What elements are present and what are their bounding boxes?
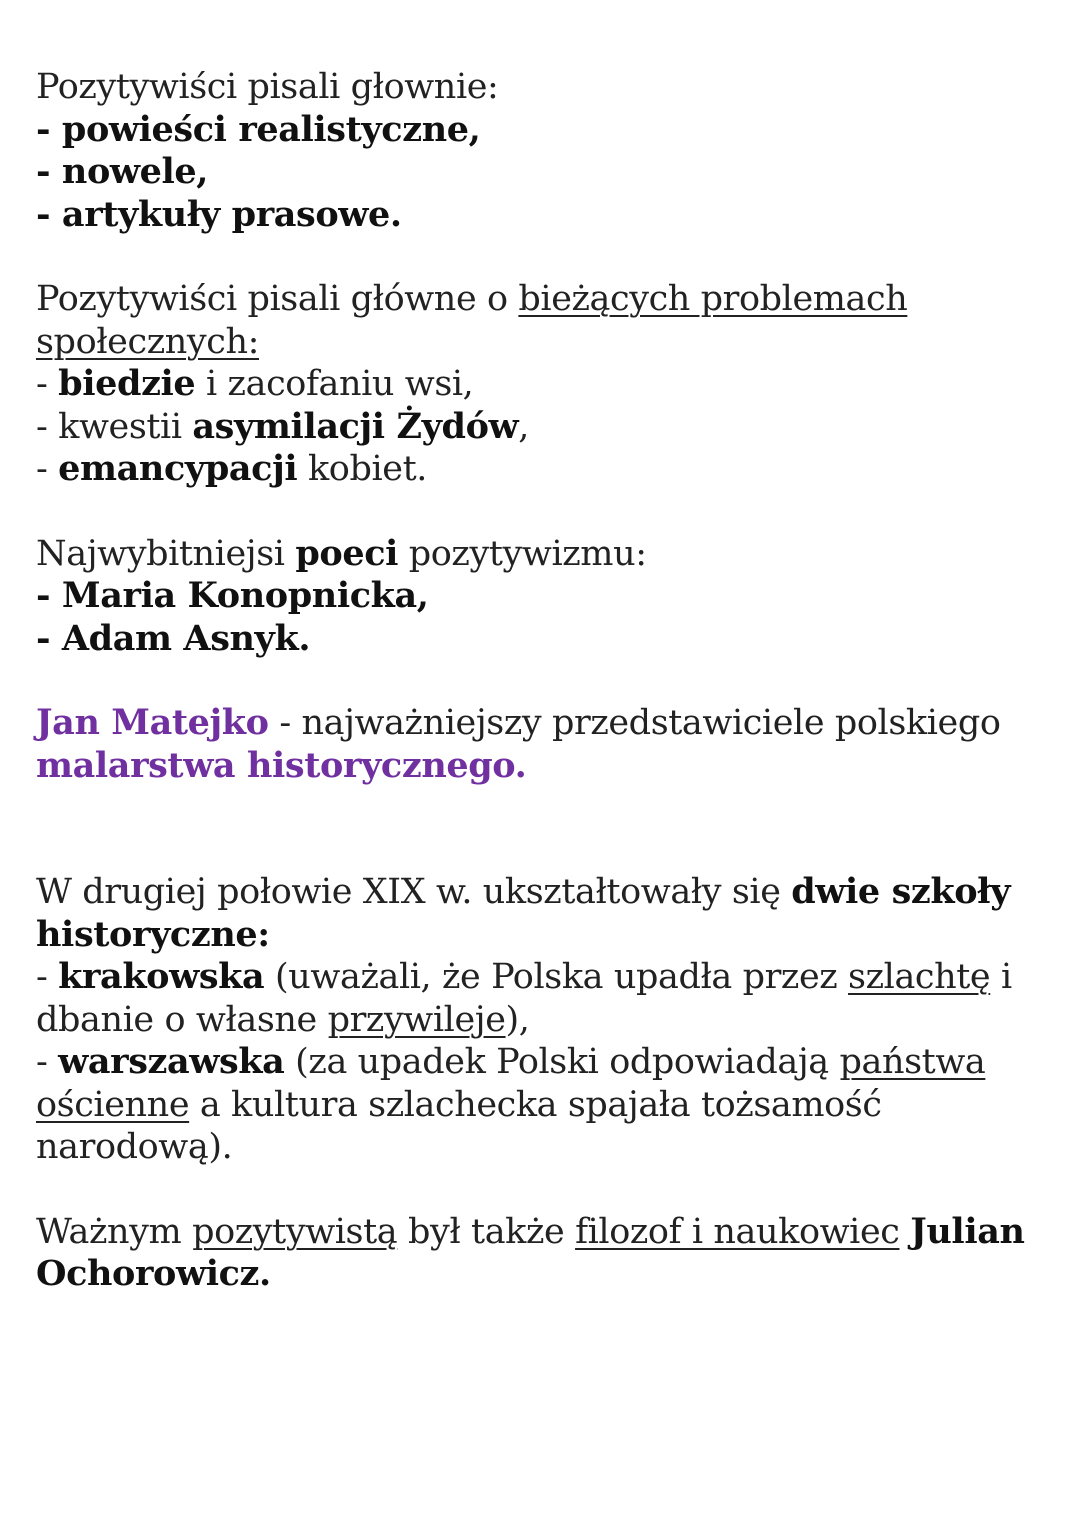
school-item-krakow — [36, 956, 1056, 999]
literary-form-item: - artykuły prasowe. — [36, 193, 402, 235]
matejko-line — [36, 702, 1056, 745]
painter-name: Jan Matejko — [36, 702, 269, 743]
painting-genre: malarstwa historycznego. — [36, 744, 527, 786]
item-text: narodową). — [36, 1127, 233, 1167]
intro-text: Pozytywiści pisali główne o — [36, 279, 519, 319]
underlined-phrase: ościenne — [36, 1084, 190, 1125]
dash: - — [36, 957, 59, 997]
bold-term: historyczne: — [36, 913, 270, 955]
bold-term: Ochorowicz. — [36, 1253, 271, 1294]
dash: - — [36, 449, 59, 489]
matejko-description: - najważniejszy przedstawiciele polskiego — [268, 703, 1001, 743]
bold-term: asymilacji Żydów — [192, 405, 519, 447]
item-text: i — [990, 957, 1012, 997]
poets-section — [36, 533, 1056, 661]
underlined-phrase: przywileje — [327, 999, 506, 1040]
poet-item: - Adam Asnyk. — [36, 617, 311, 659]
literary-forms-section — [36, 66, 1056, 236]
underlined-phrase: szlachtę — [848, 957, 991, 997]
bold-term: poeci — [295, 532, 399, 574]
intro-text: pozytywizmu: — [398, 533, 647, 574]
intro-text: Najwybitniejsi — [36, 533, 296, 574]
social-topics-section — [36, 278, 1056, 491]
historical-schools-section — [36, 871, 1056, 1169]
note-page — [36, 66, 1056, 1296]
underlined-phrase: pozytywistą — [192, 1211, 398, 1252]
underlined-phrase: filozof i naukowiec — [575, 1211, 900, 1252]
social-topic-item — [36, 363, 1056, 406]
ochorowicz-line — [36, 1211, 1056, 1254]
underlined-phrase: bieżących problemach — [518, 279, 908, 319]
poets-intro — [36, 533, 1056, 576]
school-item-warsaw — [36, 1041, 1056, 1084]
poet-item: - Maria Konopnicka, — [36, 575, 429, 616]
item-text: a kultura szlachecka spajała tożsamość — [189, 1084, 882, 1125]
literary-forms-intro: Pozytywiści pisali głownie: — [36, 67, 499, 107]
item-text: dbanie o własne — [36, 999, 328, 1040]
item-text: był także — [397, 1211, 576, 1252]
dash: - — [36, 1042, 59, 1082]
literary-form-item: - nowele, — [36, 151, 209, 192]
bold-term: krakowska — [58, 956, 265, 997]
underlined-phrase: społecznych: — [36, 321, 259, 362]
social-topics-intro-cont — [36, 321, 1056, 364]
dash: - — [36, 364, 59, 404]
item-text: kobiet. — [297, 449, 427, 489]
social-topics-intro — [36, 278, 1056, 321]
literary-form-item: - powieści realistyczne, — [36, 108, 481, 150]
item-text: , — [518, 406, 530, 447]
schools-intro — [36, 871, 1056, 914]
bold-term: emancypacji — [58, 448, 298, 489]
intro-text: W drugiej połowie XIX w. ukształtowały się — [36, 872, 792, 912]
item-text: (uważali, że Polska upadła przez — [264, 957, 849, 997]
school-item-warsaw-cont — [36, 1084, 1056, 1127]
bold-term: Julian — [910, 1210, 1025, 1252]
item-text — [899, 1212, 910, 1252]
bold-term: biedzie — [58, 363, 196, 404]
bold-term: warszawska — [58, 1041, 285, 1082]
item-text: - kwestii — [36, 406, 193, 447]
matejko-section — [36, 702, 1056, 787]
school-item-krakow-cont — [36, 999, 1056, 1042]
social-topic-item — [36, 406, 1056, 449]
social-topic-item — [36, 448, 1056, 491]
item-text: Ważnym — [36, 1211, 193, 1252]
item-text: i zacofaniu wsi, — [195, 364, 474, 404]
underlined-phrase: państwa — [839, 1042, 986, 1082]
item-text: (za upadek Polski odpowiadają — [284, 1042, 840, 1082]
ochorowicz-section — [36, 1211, 1056, 1296]
bold-term: dwie szkoły — [791, 871, 1011, 912]
item-text: ), — [505, 999, 530, 1040]
